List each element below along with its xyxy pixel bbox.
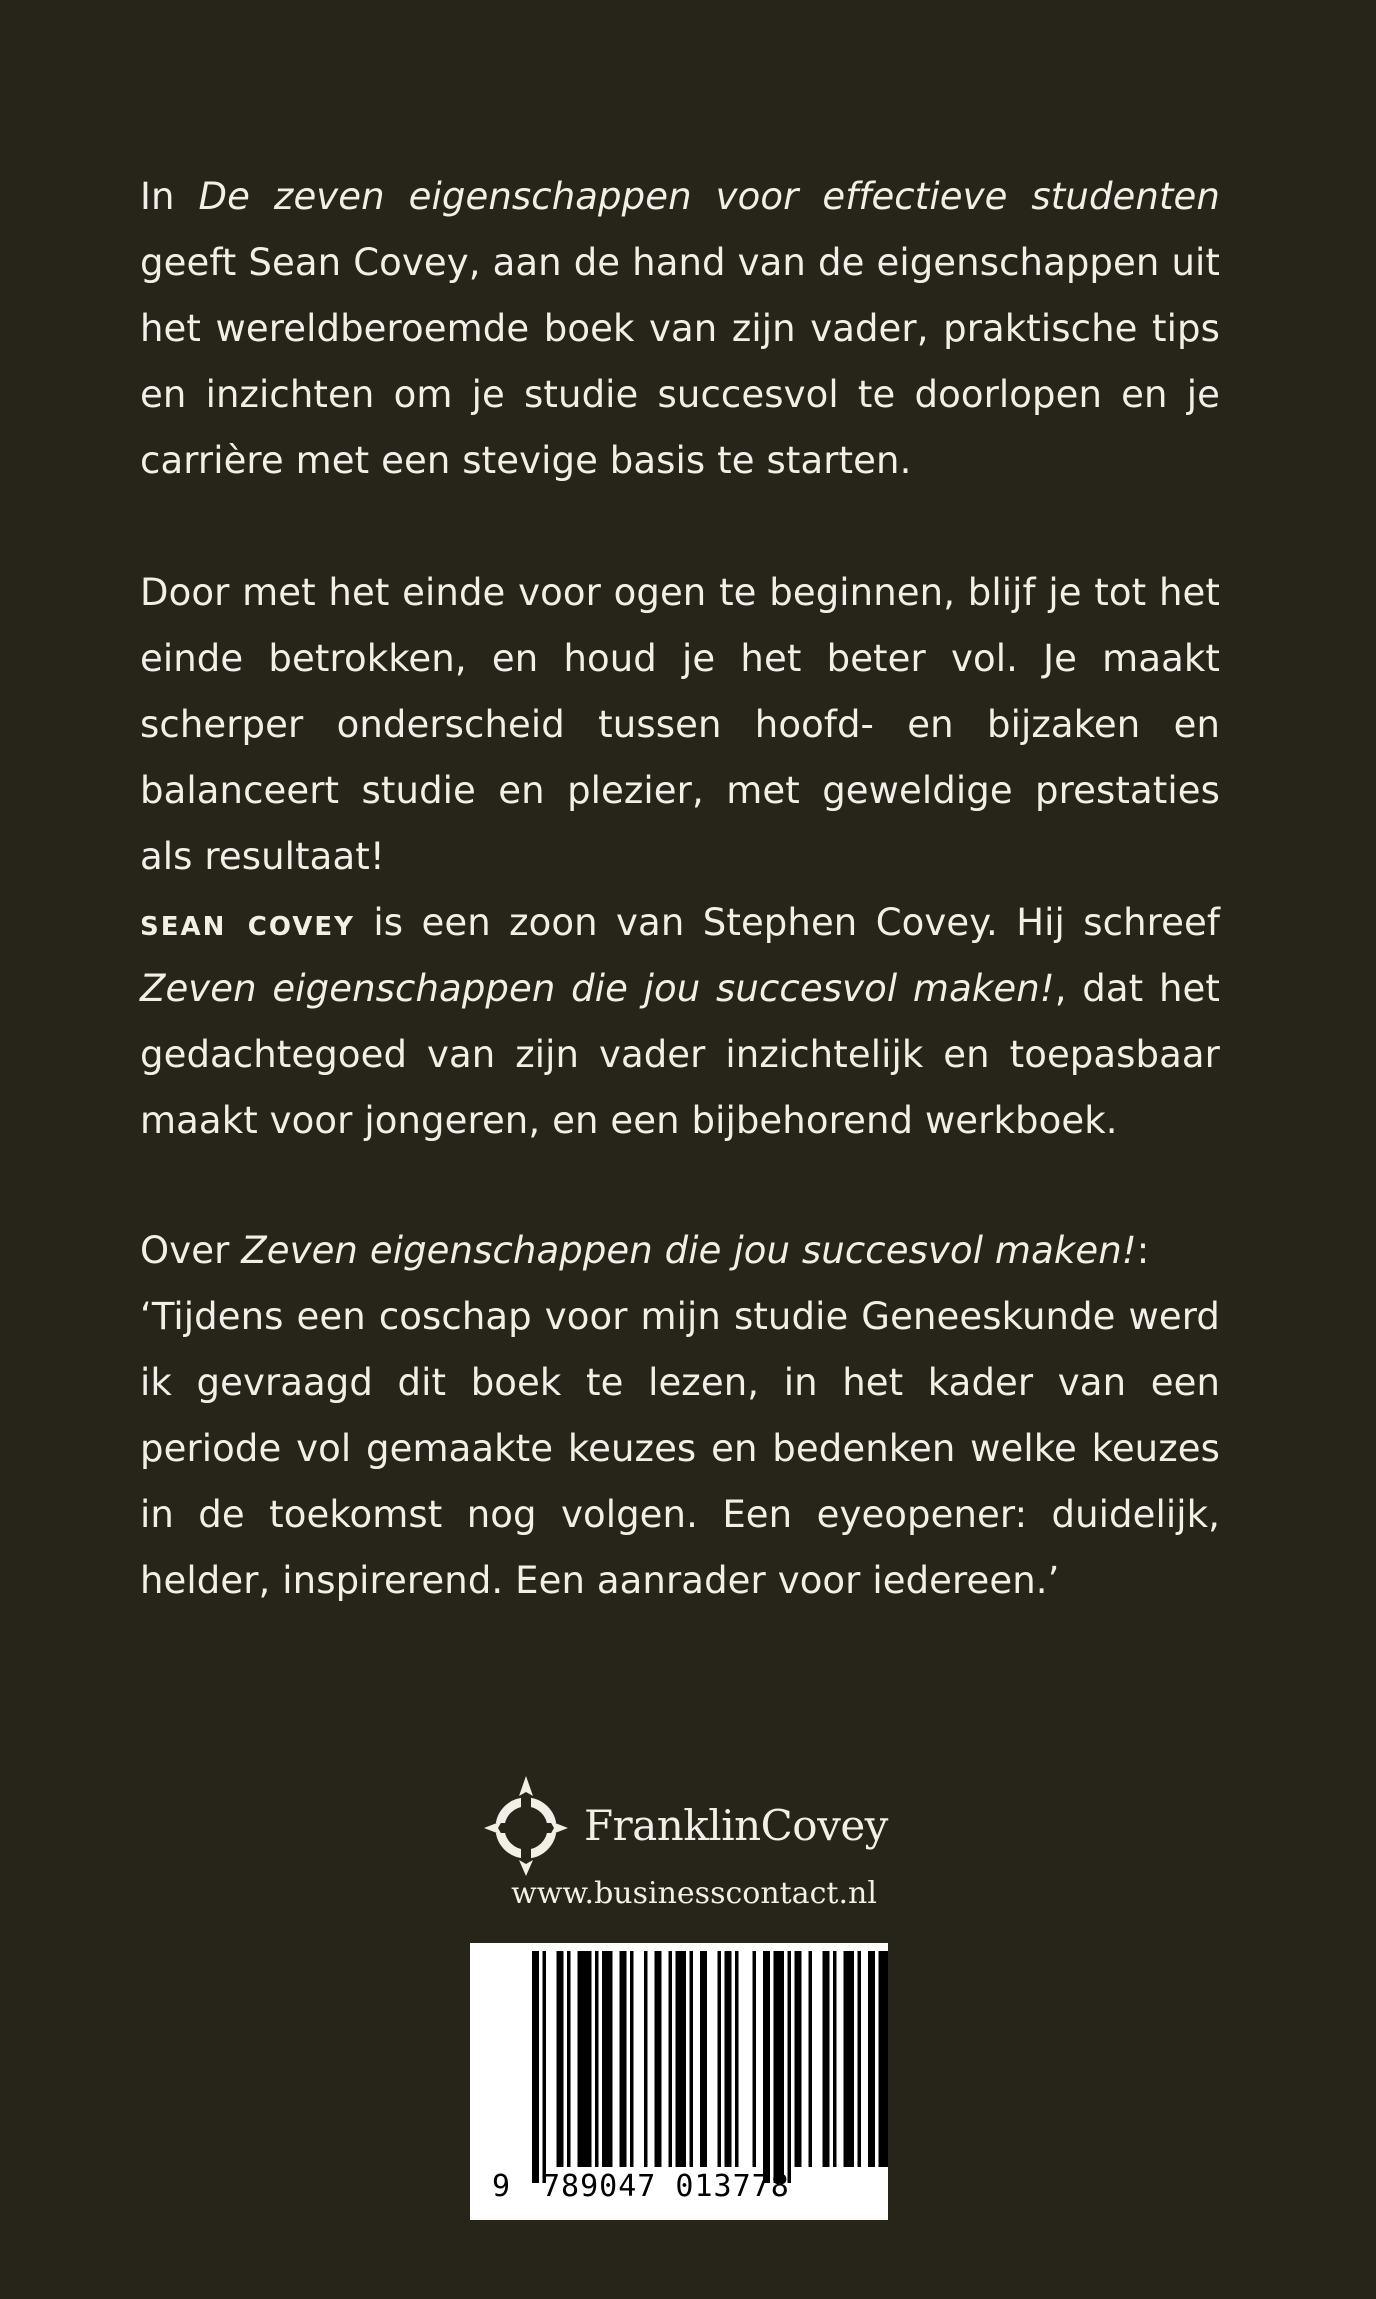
barcode-bar xyxy=(823,1951,830,2167)
barcode-bar xyxy=(620,1951,627,2167)
author-bio-text: is een zoon van Stephen Covey. Hij schreef xyxy=(354,901,1220,944)
barcode-bar xyxy=(700,1951,707,2167)
barcode-bar xyxy=(669,1951,673,2167)
franklincovey-compass-icon xyxy=(482,1772,570,1878)
barcode-bar xyxy=(532,1951,539,2183)
review-paragraph xyxy=(140,1218,1220,1614)
review-colon: : xyxy=(1136,1229,1150,1272)
barcode-bar xyxy=(690,1951,694,2167)
isbn-first-digit: 9 xyxy=(492,2169,511,2204)
barcode-bar xyxy=(753,1951,757,2167)
review-quote: ‘Tijdens een coschap voor mijn studie Geneeskunde werd ik gevraagd dit boek te lezen, in het kader van een periode vol gemaakte keuzes en bedenken welke keuzes in de toekomst nog volgen. Een eyeopener: duidelijk, helder, inspirerend. Een aanrader voor iedereen.’ xyxy=(140,1295,1220,1602)
barcode-bar xyxy=(788,1951,792,2183)
isbn-barcode xyxy=(470,1943,888,2220)
benefits-text: Door met het einde voor ogen te beginnen, blijf je tot het einde betrokken, en houd je het beter vol. Je maakt scherper onderscheid tussen hoofd- en bijzaken en balanceert studie en plezier, met geweldige prestaties als resultaat! xyxy=(140,571,1220,878)
benefits-paragraph xyxy=(140,560,1220,890)
review-lead: Over xyxy=(140,1229,242,1272)
barcode-bar xyxy=(718,1951,722,2167)
barcode-bar xyxy=(858,1951,862,2167)
publisher-logo xyxy=(482,1772,888,1878)
barcode-bar xyxy=(879,1951,889,2167)
description-lead: In xyxy=(140,175,199,218)
barcode-bar xyxy=(809,1951,813,2167)
publisher-name: FranklinCovey xyxy=(584,1800,888,1850)
description-paragraph xyxy=(140,164,1220,494)
barcode-bar xyxy=(763,1951,770,2183)
isbn-number xyxy=(470,2169,888,2209)
publisher-url[interactable]: www.businesscontact.nl xyxy=(511,1876,877,1911)
author-bio-text-continued: , dat het gedachtegoed van zijn vader inzichtelijk en toepasbaar maakt voor jongeren, en een bijbehorend werkboek. xyxy=(140,967,1220,1142)
barcode-bar xyxy=(844,1951,855,2167)
barcode-bar xyxy=(795,1951,802,2167)
other-book-title: Zeven eigenschappen die jou succesvol maken! xyxy=(140,967,1055,1010)
book-title: De zeven eigenschappen voor effectieve studenten xyxy=(198,175,1220,218)
barcode-bar xyxy=(630,1951,634,2167)
barcode-bar xyxy=(725,1951,732,2167)
barcode-bar xyxy=(602,1951,613,2167)
barcode-bar xyxy=(567,1951,571,2167)
barcode-bar xyxy=(578,1951,592,2167)
description-text: geeft Sean Covey, aan de hand van de eigenschappen uit het wereldberoemde boek van zijn vader, praktische tips en inzichten om je studie succesvol te doorlopen en je carrière met een stevige basis te starten. xyxy=(140,241,1220,482)
isbn-digits: 789047 013778 xyxy=(542,2169,790,2204)
barcode-bar xyxy=(644,1951,648,2167)
barcode-bar xyxy=(557,1951,564,2167)
barcode-bar xyxy=(735,1951,739,2167)
reviewed-book-title: Zeven eigenschappen die jou succesvol maken! xyxy=(241,1229,1137,1272)
barcode-bar xyxy=(833,1951,837,2167)
barcode-bar xyxy=(676,1951,687,2167)
barcode-bar xyxy=(543,1951,547,2183)
author-name: sean covey xyxy=(140,901,355,944)
author-bio-paragraph xyxy=(140,890,1220,1154)
barcode-bar xyxy=(595,1951,599,2167)
barcode-bar xyxy=(655,1951,662,2167)
barcode-bar xyxy=(868,1951,875,2167)
barcode-bar xyxy=(774,1951,785,2183)
